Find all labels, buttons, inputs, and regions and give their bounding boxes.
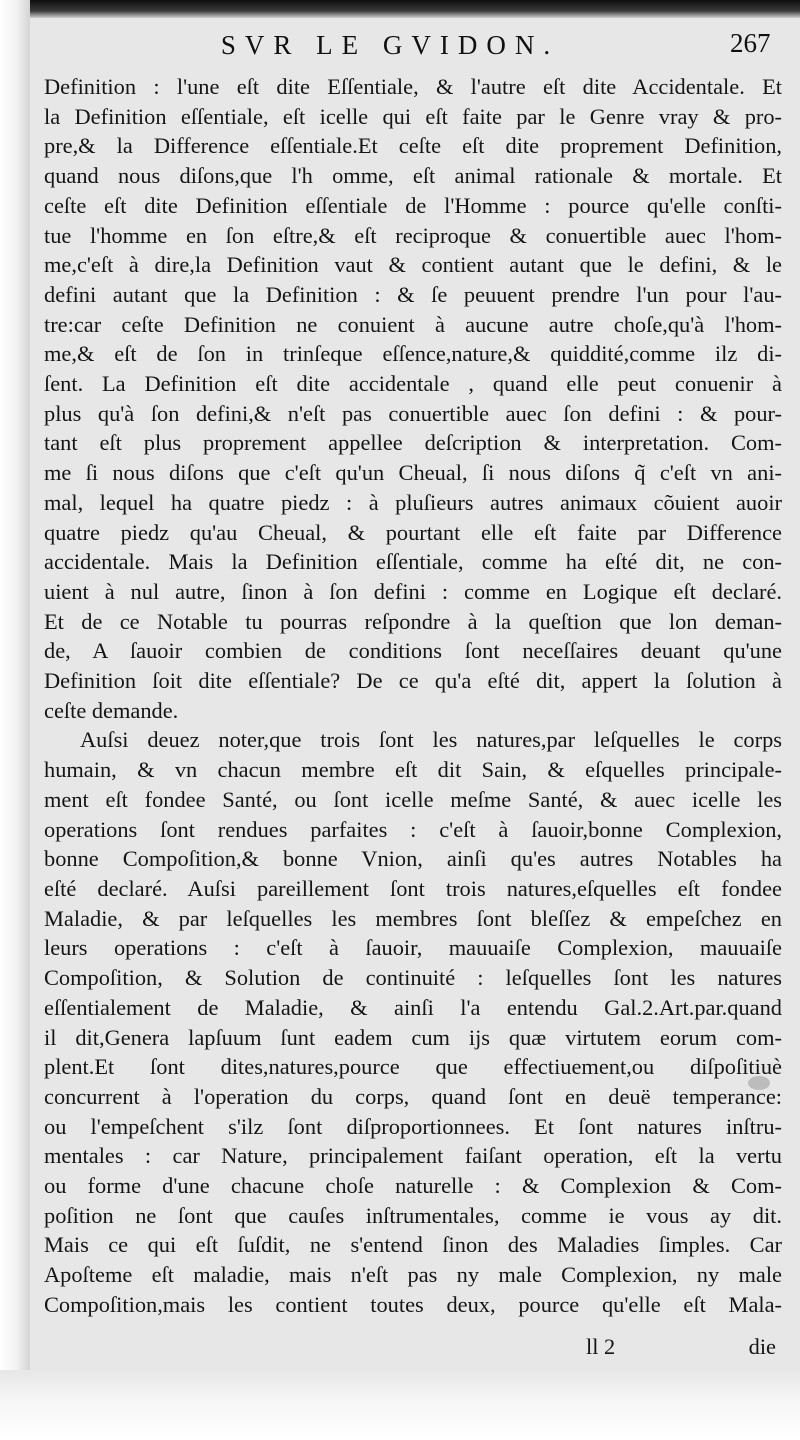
- text-line: bonne Compoſition,& bonne Vnion, ainſi qu'es autres Notables ha: [44, 846, 782, 872]
- text-line: tre:car ceſte Definition ne conuient à aucune autre choſe,qu'à l'hom-: [44, 311, 782, 337]
- text-line: ceſte demande.: [44, 697, 179, 723]
- text-line: me ſi nous diſons que c'eſt qu'un Cheual, ſi nous diſons q̃ c'eſt vn ani-: [44, 460, 782, 486]
- page-top-shadow: [0, 0, 800, 18]
- text-line: pre,& la Difference eſſentiale.Et ceſte eſt dite proprement Definition,: [44, 133, 782, 159]
- catchword: die: [748, 1334, 776, 1359]
- text-line: Definition : l'une eſt dite Eſſentiale, & l'autre eſt dite Accidentale. Et: [44, 74, 782, 99]
- text-line: plent.Et ſont dites,natures,pource que effectiuement,ou diſpoſitiuè: [44, 1054, 782, 1080]
- text-line: quatre piedz qu'au Cheual, & pourtant elle eſt faite par Difference: [44, 519, 782, 545]
- text-line: concurrent à l'operation du corps, quand ſont en deuë temperance:: [44, 1083, 782, 1109]
- text-line: Auſsi deuez noter,que trois ſont les natures,par leſquelles le corps: [80, 727, 782, 753]
- signature-mark: ll 2: [586, 1334, 616, 1359]
- page-gutter: [0, 0, 30, 1440]
- text-line: ſent. La Definition eſt dite accidentale , quand elle peut conuenir à: [44, 371, 782, 397]
- text-line: tant eſt plus proprement appellee deſcription & interpretation. Com-: [44, 430, 782, 456]
- text-line: il dit,Genera lapſuum ſunt eadem cum ijs quæ virtutem eorum com-: [44, 1024, 782, 1050]
- text-line: de, A ſauoir combien de conditions ſont neceſſaires deuant qu'une: [44, 638, 782, 664]
- text-line: humain, & vn chacun membre eſt dit Sain, & eſquelles principale-: [44, 757, 782, 783]
- text-line: ment eſt fondee Santé, ou ſont icelle meſme Santé, & auec icelle les: [44, 786, 782, 812]
- text-line: Apoſteme eſt maladie, mais n'eſt pas ny male Complexion, ny male: [44, 1262, 782, 1288]
- text-line: operations ſont rendues parfaites : c'eſt à ſauoir,bonne Complexion,: [44, 816, 782, 842]
- text-line: Compoſition, & Solution de continuité : leſquelles ſont les natures: [44, 965, 782, 991]
- text-line: Et de ce Notable tu pourras reſpondre à la queſtion que lon deman-: [44, 608, 782, 634]
- text-line: mal, lequel ha quatre piedz : à pluſieurs autres animaux cõuient auoir: [44, 489, 782, 515]
- body-text: [44, 72, 782, 1320]
- page-number: 267: [730, 28, 771, 58]
- text-line: uient à nul autre, ſinon à ſon defini : comme en Logique eſt declaré.: [44, 578, 782, 604]
- text-line: eſſentialement de Maladie, & ainſi l'a entendu Gal.2.Art.par.quand: [44, 994, 782, 1020]
- text-line: ceſte eſt dite Definition eſſentiale de l'Homme : pource qu'elle conſti-: [44, 192, 782, 218]
- text-line: Mais ce qui eſt ſuſdit, ne s'entend ſinon des Maladies ſimples. Car: [44, 1232, 782, 1258]
- text-line: la Definition eſſentiale, eſt icelle qui eſt faite par le Genre vray & pro-: [44, 103, 782, 129]
- text-line: eſté declaré. Auſsi pareillement ſont trois natures,eſquelles eſt fondee: [44, 875, 782, 901]
- text-line: Maladie, & par leſquelles les membres ſont bleſſez & empeſchez en: [44, 905, 782, 931]
- text-line: Definition ſoit dite eſſentiale? De ce qu'a eſté dit, appert la ſolution à: [44, 668, 782, 694]
- page-footer: [586, 1334, 776, 1360]
- text-line: plus qu'à ſon defini,& n'eſt pas conuertible auec ſon defini : & pour-: [44, 400, 782, 426]
- text-line: ou forme d'une chacune choſe naturelle : & Complexion & Com-: [44, 1173, 782, 1199]
- text-line: me,c'eſt à dire,la Definition vaut & contient autant que le defini, & le: [44, 252, 782, 278]
- running-head: SVR LE GVIDON.: [220, 30, 560, 60]
- text-line: mentales : car Nature, principalement faiſant operation, eſt la vertu: [44, 1143, 782, 1169]
- page-bottom-margin: [0, 1370, 800, 1440]
- text-line: defini autant que la Definition : & ſe peuuent prendre l'un pour l'au-: [44, 281, 782, 307]
- text-line: leurs operations : c'eſt à ſauoir, mauuaiſe Complexion, mauuaiſe: [44, 935, 782, 961]
- ink-blot: [748, 1076, 770, 1090]
- text-line: poſition ne ſont que cauſes inſtrumentales, comme ie vous ay dit.: [44, 1202, 782, 1228]
- text-line: ou l'empeſchent s'ilz ſont diſproportionnees. Et ſont natures inſtru-: [44, 1113, 782, 1139]
- text-line: accidentale. Mais la Definition eſſentiale, comme ha eſté dit, ne con-: [44, 549, 782, 575]
- text-line: Compoſition,mais les contient toutes deux, pource qu'elle eſt Mala-: [44, 1291, 782, 1317]
- text-line: quand nous diſons,que l'h omme, eſt animal rationale & mortale. Et: [44, 163, 782, 189]
- text-line: tue l'homme en ſon eſtre,& eſt reciproque & conuertible auec l'hom-: [44, 222, 782, 248]
- text-line: me,& eſt de ſon in trinſeque eſſence,nature,& quiddité,comme ilz di-: [44, 341, 782, 367]
